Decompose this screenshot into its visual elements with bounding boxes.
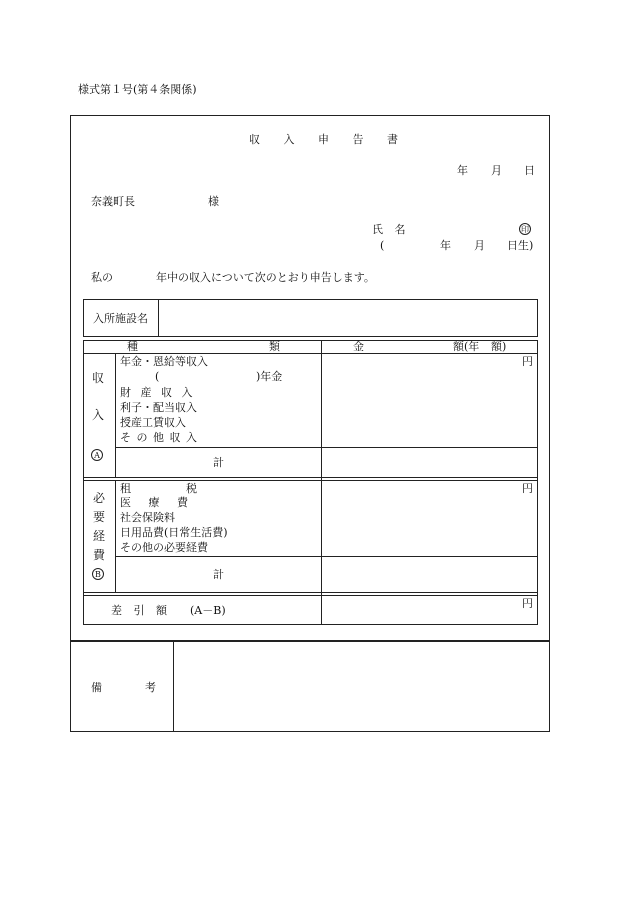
- income-item-paren-close: )年金: [256, 370, 283, 383]
- expense-item-tax-2: 税: [186, 482, 197, 495]
- income-side-divider: [115, 353, 116, 478]
- facility-label: 入所施設名: [93, 312, 148, 325]
- table-column-divider: [321, 340, 322, 625]
- difference-label: 差 引 額: [111, 604, 171, 617]
- remarks-divider: [173, 641, 174, 732]
- expense-subtotal-line: [115, 556, 538, 557]
- birth-open: (: [380, 239, 385, 252]
- section-separator-2: [83, 480, 538, 481]
- expense-item-insurance: 社会保険料: [120, 511, 175, 524]
- difference-currency: 円: [522, 597, 533, 610]
- expense-side-divider: [115, 480, 116, 592]
- income-item-pension: 年金・恩給等収入: [120, 355, 208, 368]
- header-type2: 類: [269, 340, 280, 353]
- income-side-char-1: 収: [92, 371, 105, 385]
- income-currency: 円: [522, 355, 533, 368]
- addressee-honorific: 様: [208, 195, 219, 208]
- difference-separator-2: [83, 595, 538, 596]
- expense-side-char-2: 要: [93, 510, 106, 524]
- form-number: 様式第１号(第４条関係): [78, 83, 197, 96]
- facility-divider: [158, 299, 159, 337]
- income-item-interest: 利子・配当収入: [120, 401, 197, 414]
- applicant-name-label: 氏 名: [372, 223, 410, 236]
- expense-item-medical: 医 療 費: [120, 496, 195, 509]
- remarks-label2: 考: [145, 681, 156, 694]
- income-item-other: そ の 他 収 入: [120, 431, 198, 444]
- expense-item-tax-1: 租: [120, 482, 131, 495]
- income-table: [83, 340, 538, 625]
- expense-side-char-3: 経: [93, 529, 106, 543]
- difference-separator-1: [83, 592, 538, 593]
- header-amount: 金: [353, 340, 364, 353]
- expense-side-char-4: 費: [93, 548, 106, 562]
- birth-month: 月: [474, 239, 485, 252]
- income-item-wages: 授産工賃収入: [120, 416, 186, 429]
- header-bottom-line: [83, 353, 538, 354]
- header-amount2: 額(年: [453, 340, 480, 353]
- form-title: 収 入 申 告 書: [249, 133, 408, 146]
- facility-row: [83, 299, 538, 337]
- income-side-char-2: 入: [92, 408, 105, 422]
- date-month-label: 月: [491, 164, 502, 177]
- birth-year: 年: [440, 239, 451, 252]
- difference-formula: (A－B): [190, 604, 226, 617]
- addressee-name: 奈義町長: [91, 195, 135, 208]
- date-year-label: 年: [457, 164, 468, 177]
- income-mark-a: A: [91, 449, 103, 461]
- expense-item-daily: 日用品費(日常生活費): [120, 526, 228, 539]
- remarks-box: [70, 641, 550, 732]
- birth-day: 日生): [507, 239, 534, 252]
- expense-item-other: その他の必要経費: [120, 541, 208, 554]
- expense-side-char-1: 必: [93, 491, 106, 505]
- income-item-property: 財 産 収 入: [120, 386, 196, 399]
- expense-total-label: 計: [213, 568, 224, 581]
- header-amount3: 額): [491, 340, 507, 353]
- date-day-label: 日: [524, 164, 535, 177]
- declaration-text: 年中の収入について次のとおり申告します。: [156, 271, 375, 284]
- income-total-label: 計: [213, 456, 224, 469]
- expense-mark-b: B: [92, 568, 104, 580]
- seal-mark: 印: [521, 225, 529, 234]
- income-subtotal-line: [115, 447, 538, 448]
- remarks-label: 備: [91, 681, 102, 694]
- income-item-paren-open: (: [155, 370, 160, 383]
- section-separator-1: [83, 477, 538, 478]
- header-type: 種: [127, 340, 138, 353]
- expense-currency: 円: [522, 482, 533, 495]
- declaration-prefix: 私の: [91, 271, 113, 284]
